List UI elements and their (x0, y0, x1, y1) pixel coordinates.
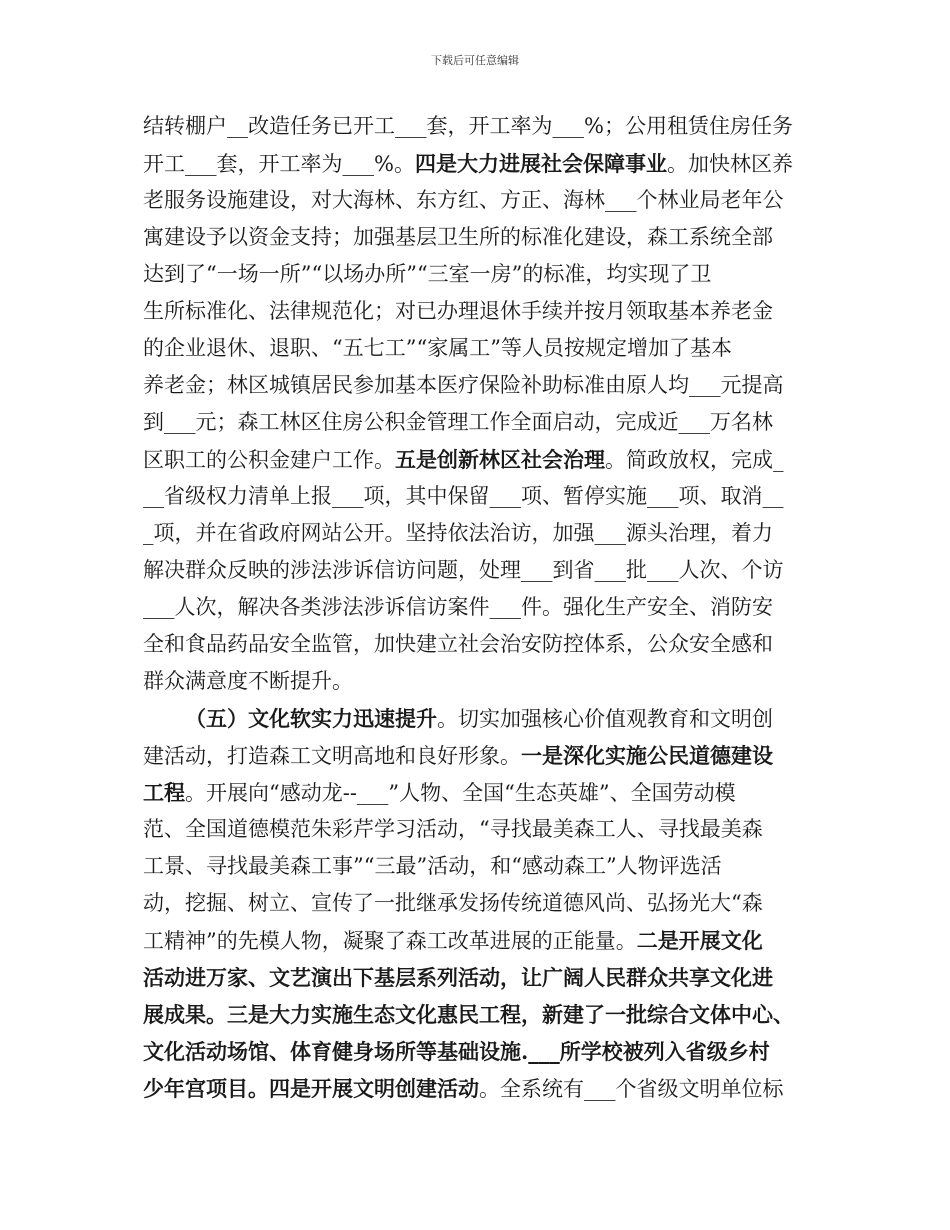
text-line (143, 996, 813, 1033)
text-line (143, 589, 813, 626)
bold-text-segment: 一是深化实施公民道德建设 (521, 743, 773, 768)
text-line (143, 885, 813, 922)
document-body (143, 108, 813, 1107)
text-line (143, 848, 813, 885)
text-segment: 区职工的公积金建户工作。 (143, 448, 395, 472)
text-segment: 养老金；林区城镇居民参加基本医疗保险补助标准由原人均___元提高 (143, 373, 784, 397)
text-segment: 老服务设施建设，对大海林、东方红、方正、海林___个林业局老年公 (143, 188, 784, 212)
text-segment: 解决群众反映的涉法涉诉信访问题，处理___到省___批___人次、个访 (143, 558, 784, 582)
text-line (143, 552, 813, 589)
text-segment: 动，挖掘、树立、宣传了一批继承发扬传统道德风尚、弘扬光大“森 (143, 891, 763, 915)
text-line (143, 959, 813, 996)
text-segment: 结转棚户__改造任务已开工___套，开工率为___%；公用租赁住房任务 (143, 114, 793, 138)
text-segment: ___人次，解决各类涉法涉诉信访案件___件。强化生产安全、消防安 (143, 595, 773, 619)
bold-text-segment: 少年宫项目。四是开展文明创建活动 (143, 1076, 479, 1101)
text-line (143, 478, 813, 515)
text-segment: 生所标准化、法律规范化；对已办理退休手续并按月领取基本养老金 (143, 299, 773, 323)
text-segment: 全和食品药品安全监管，加快建立社会治安防控体系，公众安全感和 (143, 632, 773, 656)
text-segment: 开工___套，开工率为___%。 (143, 152, 415, 176)
text-segment: 。开展向“感动龙--___”人物、全国“生态英雄”、全国劳动模 (185, 781, 736, 805)
text-segment: 。切实加强核心价值观教育和文明创 (437, 707, 773, 731)
text-line (143, 108, 813, 145)
bold-text-segment: 文化活动场馆、体育健身场所等基础设施.___所学校被列入省级乡村 (143, 1039, 770, 1064)
text-segment: 工精神”的先模人物，凝聚了森工改革进展的正能量。 (143, 929, 637, 953)
text-segment: __省级权力清单上报___项，其中保留___项、暂停实施___项、取消__ (143, 484, 784, 508)
text-segment: 建活动，打造森工文明高地和良好形象。 (143, 744, 521, 768)
text-line (143, 515, 813, 552)
bold-text-segment: 四是大力进展社会保障事业 (414, 151, 667, 176)
text-line (143, 367, 813, 404)
text-segment: 范、全国道德模范朱彩芹学习活动，“寻找最美森工人、寻找最美森 (143, 817, 763, 841)
text-segment: _项，并在省政府网站公开。坚持依法治访，加强___源头治理，着力 (143, 521, 773, 545)
text-segment: 群众满意度不断提升。 (143, 669, 353, 693)
text-line (143, 737, 813, 774)
text-segment: 。全系统有___个省级文明单位标 (479, 1077, 784, 1101)
text-segment: 。加快林区养 (666, 152, 793, 176)
text-line (143, 441, 813, 478)
text-line (143, 404, 813, 441)
text-line (143, 219, 813, 256)
text-line (143, 1070, 813, 1107)
page-header-note: 下载后可任意编辑 (431, 54, 519, 67)
bold-text-segment: 五是创新林区社会治理 (395, 447, 605, 472)
text-line (143, 330, 813, 367)
bold-text-segment: （五）文化软实力迅速提升 (185, 706, 437, 731)
text-line (143, 1033, 813, 1070)
text-line (143, 700, 813, 737)
text-segment: 的企业退休、退职、“五七工”“家属工”等人员按规定增加了基本 (143, 336, 732, 360)
bold-text-segment: 二是开展文化 (636, 928, 763, 953)
text-line (143, 626, 813, 663)
text-segment: 达到了“一场一所”“以场办所”“三室一房”的标准，均实现了卫 (143, 262, 712, 286)
text-line (143, 293, 813, 330)
text-segment: 。简政放权，完成_ (605, 448, 784, 472)
text-line (143, 256, 813, 293)
text-segment: 寓建设予以资金支持；加强基层卫生所的标准化建设，森工系统全部 (143, 225, 773, 249)
text-line (143, 811, 813, 848)
bold-text-segment: 活动进万家、文艺演出下基层系列活动，让广阔人民群众共享文化进 (143, 965, 773, 990)
bold-text-segment: 展成果。三是大力实施生态文化惠民工程，新建了一批综合文体中心、 (143, 1002, 794, 1027)
text-line (143, 145, 813, 182)
text-line (143, 663, 813, 700)
bold-text-segment: 工程 (143, 780, 185, 805)
text-line (143, 774, 813, 811)
text-segment: 到___元；森工林区住房公积金管理工作全面启动，完成近___万名林 (143, 410, 773, 434)
text-segment: 工景、寻找最美森工事”“三最”活动，和“感动森工”人物评选活 (143, 854, 722, 878)
text-line (143, 922, 813, 959)
text-line (143, 182, 813, 219)
